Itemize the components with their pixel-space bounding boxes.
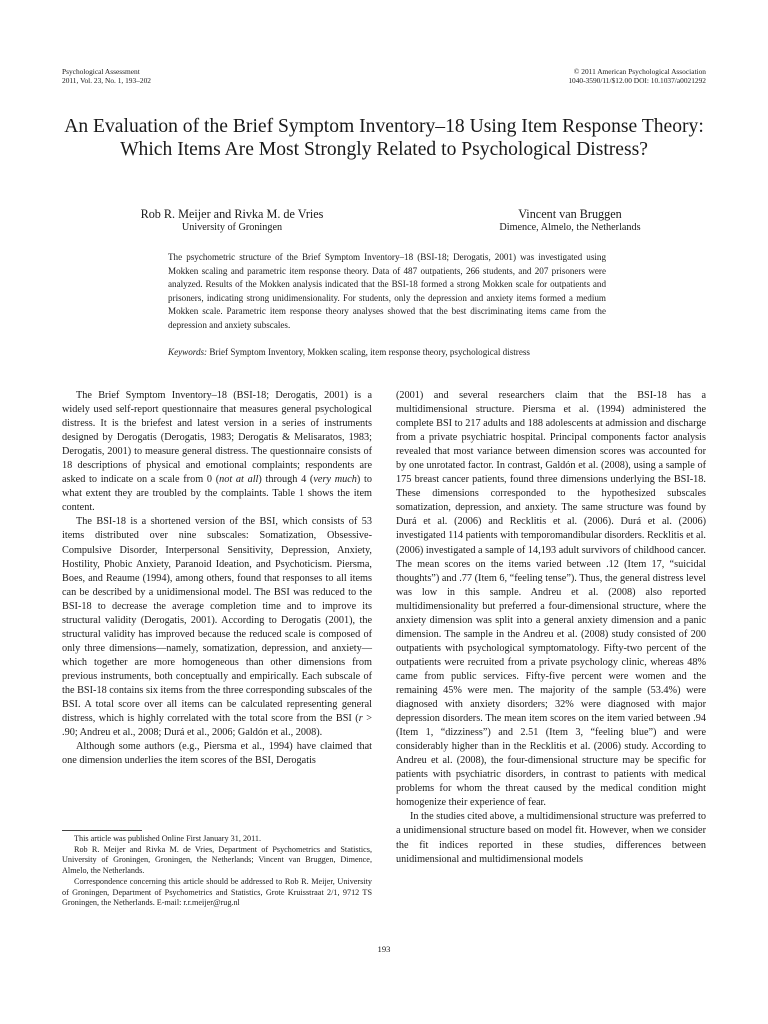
author-group-right xyxy=(420,208,720,234)
journal-name: Psychological Assessment xyxy=(62,67,140,76)
author-group-left xyxy=(62,208,402,234)
text-run: > .90; Andreu et al., 2008; Durá et al., 2006; Galdón et al., 2008). xyxy=(62,713,373,739)
italic-text: r xyxy=(358,713,363,725)
text-run: The BSI-18 is a shortened version of the BSI, which consists of 53 items distributed over nine subscales: Somatization, Obsessive-Compulsive Disorder, Interpersonal Sensitivity, Depression, Anxiety, Hostility, Phobic Anxiety, Paranoid Ideation, and Psychoticism. Piersma, Boes, and Reaume (1994), among others, found that responses to all items can be described by a unidimensional model. The BSI was reduced to the BSI-18 to decrease the average completion time and to improve its structural validity (Derogatis, 2001). According to Derogatis (2001), the structural validity has improved because the reduced scale is composed of only three dimensions—namely, somatization, depression, and anxiety—which together are more homogeneous than other dimensions from previous instruments, both conceptually and empirically. Each subscale of the BSI-18 contains six items from the three corresponding subscales of the BSI. A total score over all items can be calculated representing general distress, which is highly correlated with the total score from the BSI ( xyxy=(62,516,372,725)
body-paragraph xyxy=(62,515,372,740)
keywords-text: Brief Symptom Inventory, Mokken scaling, item response theory, psychological distress xyxy=(209,347,530,357)
abstract: The psychometric structure of the Brief Symptom Inventory–18 (BSI-18; Derogatis, 2001) was investigated using Mokken scaling and parametric item response theory. Data of 487 outpatients, 266 students, and 207 prisoners were analyzed. Results of the Mokken analysis indicated that the BSI-18 formed a strong Mokken scale for outpatients and prisoners, indicating strong unidimensionality. For students, only the depression and anxiety items formed a medium Mokken scale. Parametric item response theory analyses showed that the best discriminating items came from the depression and anxiety subscales. xyxy=(168,252,606,330)
copyright-header xyxy=(568,67,706,85)
copyright-notice: © 2011 American Psychological Association xyxy=(573,67,706,76)
doi-line: 1040-3590/11/$12.00 DOI: 10.1037/a0021292 xyxy=(568,76,706,85)
body-paragraph: Although some authors (e.g., Piersma et al., 1994) have claimed that one dimension underlies the item scores of the BSI, Derogatis xyxy=(62,741,372,767)
author-names: Rob R. Meijer and Rivka M. de Vries xyxy=(140,207,324,221)
footnote: Rob R. Meijer and Rivka M. de Vries, Department of Psychometrics and Statistics, University of Groningen, Groningen, the Netherlands; Vincent van Bruggen, Dimence, Almelo, the Netherlands. xyxy=(62,844,372,876)
italic-text: not at all xyxy=(219,474,259,486)
body-column-left xyxy=(62,389,372,768)
body-paragraph: In the studies cited above, a multidimensional structure was preferred to a unidimensional structure based on model fit. However, when we consider the fit indices reported in these studies, differences between unidimensional and multidimensional models xyxy=(396,811,706,865)
italic-text: very much xyxy=(313,474,357,486)
body-column-right xyxy=(396,389,706,867)
page-number: 193 xyxy=(377,944,391,954)
author-affiliation: University of Groningen xyxy=(181,222,283,233)
journal-header xyxy=(62,67,151,85)
journal-volume: 2011, Vol. 23, No. 1, 193–202 xyxy=(62,76,151,85)
footnote: This article was published Online First January 31, 2011. xyxy=(74,834,262,843)
body-paragraph xyxy=(62,389,372,515)
article-title: An Evaluation of the Brief Symptom Inventory–18 Using Item Response Theory: Which Items Are Most Strongly Related to Psychological Distress? xyxy=(64,116,704,160)
body-paragraph: (2001) and several researchers claim that the BSI-18 has a multidimensional structure. Piersma et al. (1994) administered the complete BSI to 217 adults and 188 adolescents at admission and discharge from a private psychiatric hospital. Principal components factor analysis revealed that most variance between dimension scores was accounted for by one unrotated factor. In contrast, Galdón et al. (2008), using a sample of 175 breast cancer patients, found three dimensions underlying the BSI-18. These dimensions corresponded to the hypothesized subscales somatization, depression, and anxiety. The same structure was found by Durá et al. (2006) and Recklitis et al. (2006). Durá et al. (2006) investigated 114 patients with temporomandibular disorders. Recklitis et al. (2006) investigated a sample of 14,193 adult survivors of childhood cancer. The mean scores on the items varied between .12 (Item 17, “suicidal thoughts”) and .77 (Item 6, “feeling tense”). Thus, the general distress level was low in this sample. Andreu et al. (2008) also reported multidimensionality but preferred a four-dimensional structure, where the anxiety dimension was split into a general anxiety dimension and a panic dimension. The sample in the Andreu et al. (2008) study consisted of 200 outpatients with psychological symptomatology. Fifty-two percent of the outpatients were recruited from a private psychology clinic, whereas 48% came from public services. Fifty-five percent were women and the remaining 45% were men. The majority of the sample (53.4%) were diagnosed with anxiety disorders; 32% were diagnosed with major depression disorders. The mean item scores on the item varied between .94 (Item 1, “dizziness”) and 2.51 (Item 3, “feeling blue”) and were considerably higher than in the Recklitis et al. (2006) study. According to Andreu et al. (2008), the four-dimensional structure may be specific for patients with psychiatric disorders, in contrast to patients with medical problems for whom the threat caused by the medical condition might homogenize their experience of fear. xyxy=(396,390,706,809)
footnote: Correspondence concerning this article should be addressed to Rob R. Meijer, University of Groningen, Department of Psychometrics and Statistics, Grote Kruisstraat 2/1, 9712 TS Groningen, the Netherlands. E-mail: r.r.meijer@rug.nl xyxy=(62,876,372,908)
text-run: The Brief Symptom Inventory–18 (BSI-18; Derogatis, 2001) is a widely used self-report questionnaire that measures general psychological distress. It is the briefest and latest version in a series of instruments designed by Derogatis (Derogatis, 1983; Derogatis & Melisaratos, 1983; Derogatis, 2001) to measure general distress. The questionnaire consists of 18 descriptions of physical and emotional complaints; respondents are asked to indicate on a scale from 0 ( xyxy=(62,390,372,486)
keywords xyxy=(168,346,606,359)
keywords-label: Keywords: xyxy=(168,347,208,357)
author-affiliation: Dimence, Almelo, the Netherlands xyxy=(499,222,641,233)
footnote-divider xyxy=(62,830,142,831)
text-run: ) to what extent they are troubled by the complaints. Table 1 shows the item content. xyxy=(62,474,372,514)
author-names: Vincent van Bruggen xyxy=(518,207,622,221)
footnotes xyxy=(62,834,372,909)
text-run: ) through 4 ( xyxy=(258,474,314,486)
